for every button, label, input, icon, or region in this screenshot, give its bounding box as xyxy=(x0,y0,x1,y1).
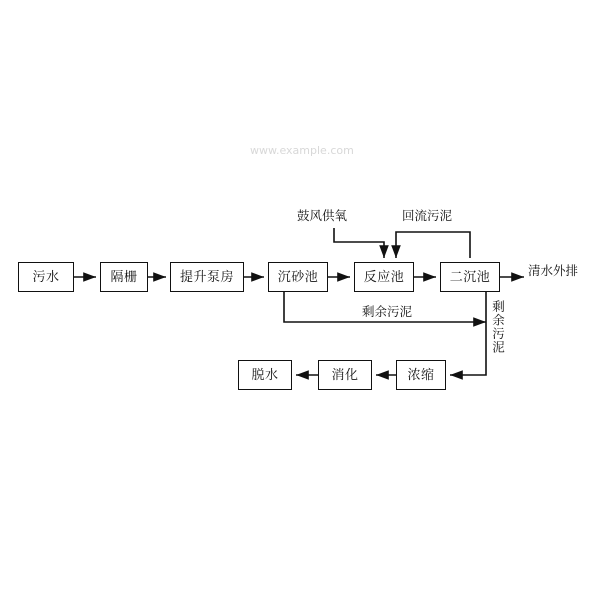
connector-clarifier-to-thickener xyxy=(450,292,486,375)
label-clean-water-discharge: 清水外排 xyxy=(528,263,579,278)
label-excess-sludge-vertical: 剩余污泥 xyxy=(490,300,506,354)
connector-return-sludge xyxy=(396,232,470,258)
connector-blower-to-reactor xyxy=(334,228,384,258)
label-return-sludge: 回流污泥 xyxy=(402,208,453,223)
node-digester[interactable]: 消化 xyxy=(318,360,372,390)
node-sewage[interactable]: 污水 xyxy=(18,262,74,292)
label-blower-air-supply: 鼓风供氧 xyxy=(297,208,348,223)
node-thickener[interactable]: 浓缩 xyxy=(396,360,446,390)
node-reactor[interactable]: 反应池 xyxy=(354,262,414,292)
node-secondary-clarifier[interactable]: 二沉池 xyxy=(440,262,500,292)
watermark-text: www.example.com xyxy=(250,144,354,157)
node-pumphouse[interactable]: 提升泵房 xyxy=(170,262,244,292)
node-grille[interactable]: 隔栅 xyxy=(100,262,148,292)
label-excess-sludge: 剩余污泥 xyxy=(362,304,413,319)
node-grit-chamber[interactable]: 沉砂池 xyxy=(268,262,328,292)
node-dewatering[interactable]: 脱水 xyxy=(238,360,292,390)
